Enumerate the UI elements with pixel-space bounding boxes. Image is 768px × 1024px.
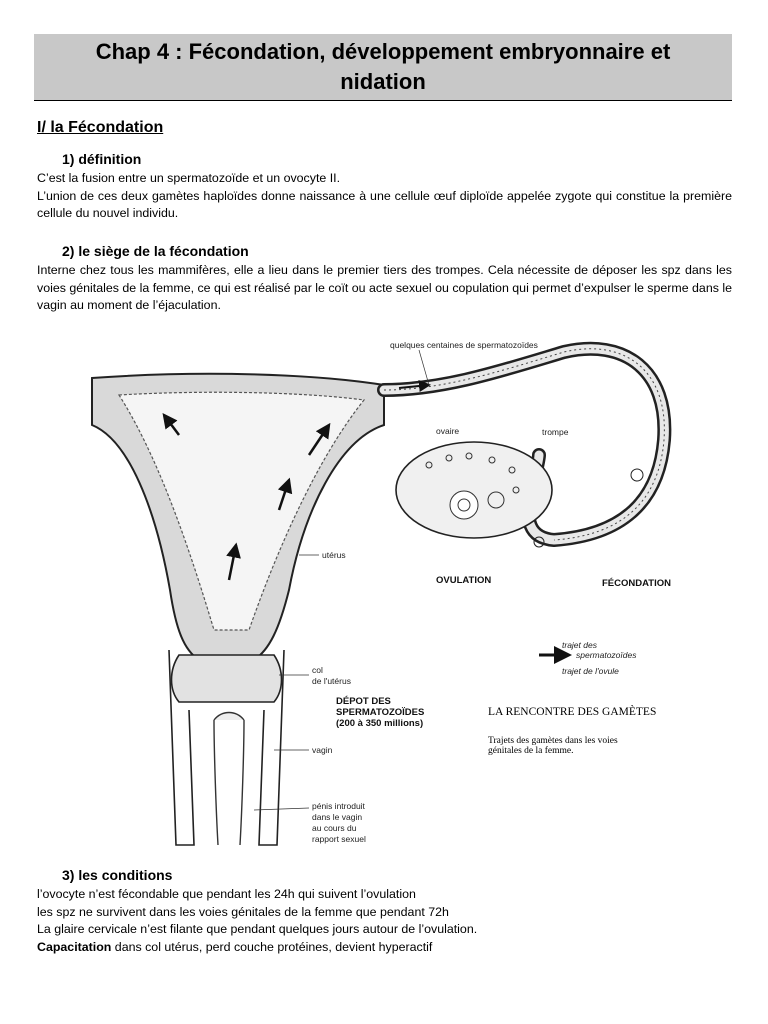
label-col-2: de l'utérus xyxy=(312,676,351,686)
gamete-meeting-figure xyxy=(84,330,704,852)
cervix xyxy=(172,655,282,702)
chapter-title: Chap 4 : Fécondation, développement embryonnaire et nidation xyxy=(95,39,671,94)
siege-paragraph: Interne chez tous les mammifères, elle a lieu dans le premier tiers des trompes. Cela nécessite de déposer les spz dans les voies génitales de la femme, ce qui est réalisé par le coït ou acte sexuel ou copulation qui permet d’expulser le sperme dans le vagin au moment de l’éjaculation. xyxy=(37,263,732,312)
legend-ovule: trajet de l'ovule xyxy=(562,666,619,676)
capacitation-term: Capacitation xyxy=(37,939,112,954)
caption-line-1: Trajets des gamètes dans les voies xyxy=(488,736,618,746)
label-penis-2: dans le vagin xyxy=(312,812,363,822)
label-fecondation: FÉCONDATION xyxy=(602,578,671,589)
label-col-1: col xyxy=(312,665,323,675)
label-spz: quelques centaines de spermatozoïdes xyxy=(390,340,538,350)
definition-line-2: L’union de ces deux gamètes haploïdes donne naissance à une cellule œuf diploïde appelée zygote qui constitue la première cellule du nouvel individu. xyxy=(37,188,732,220)
label-depot-3: (200 à 350 millions) xyxy=(336,718,424,729)
definition-line-1: C’est la fusion entre un spermatozoïde et un ovocyte II. xyxy=(37,171,341,185)
legend-spz-1: trajet des xyxy=(562,640,597,650)
capacitation-text: dans col utérus, perd couche protéines, devient hyperactif xyxy=(111,939,433,954)
label-ovulation: OVULATION xyxy=(436,575,492,586)
label-depot-2: SPERMATOZOÏDES xyxy=(336,707,425,718)
label-uterus: utérus xyxy=(322,550,346,560)
label-penis-4: rapport sexuel xyxy=(312,834,366,844)
condition-line-2: les spz ne survivent dans les voies génitales de la femme que pendant 72h xyxy=(37,904,449,919)
ovary xyxy=(396,442,552,538)
caption-line-2: génitales de la femme. xyxy=(488,746,574,756)
subheading-conditions: 3) les conditions xyxy=(62,867,173,883)
section-heading-fecondation: I/ la Fécondation xyxy=(37,119,164,136)
condition-line-3: La glaire cervicale n’est filante que pendant quelques jours autour de l’ovulation. xyxy=(37,922,478,936)
label-vagin: vagin xyxy=(312,745,333,755)
label-penis-1: pénis introduit xyxy=(312,801,365,811)
chapter-title-box xyxy=(34,34,732,101)
legend-spz-2: spermatozoïdes xyxy=(576,650,637,660)
condition-line-1: l’ovocyte n’est fécondable que pendant les 24h qui suivent l’ovulation xyxy=(37,887,416,901)
definition-paragraph xyxy=(37,170,732,223)
penis xyxy=(214,713,244,846)
condition-line-4 xyxy=(37,939,732,957)
label-ovaire: ovaire xyxy=(436,426,460,436)
egg-fecondation xyxy=(631,469,643,481)
label-penis-3: au cours du xyxy=(312,823,357,833)
conditions-paragraph xyxy=(37,886,732,956)
caption-title: LA RENCONTRE DES GAMÈTES xyxy=(488,706,657,718)
reproductive-tract-diagram xyxy=(84,330,704,852)
subheading-siege: 2) le siège de la fécondation xyxy=(62,243,249,259)
label-trompe: trompe xyxy=(542,427,569,437)
subheading-definition: 1) définition xyxy=(62,151,142,167)
label-depot-1: DÉPOT DES xyxy=(336,696,391,707)
